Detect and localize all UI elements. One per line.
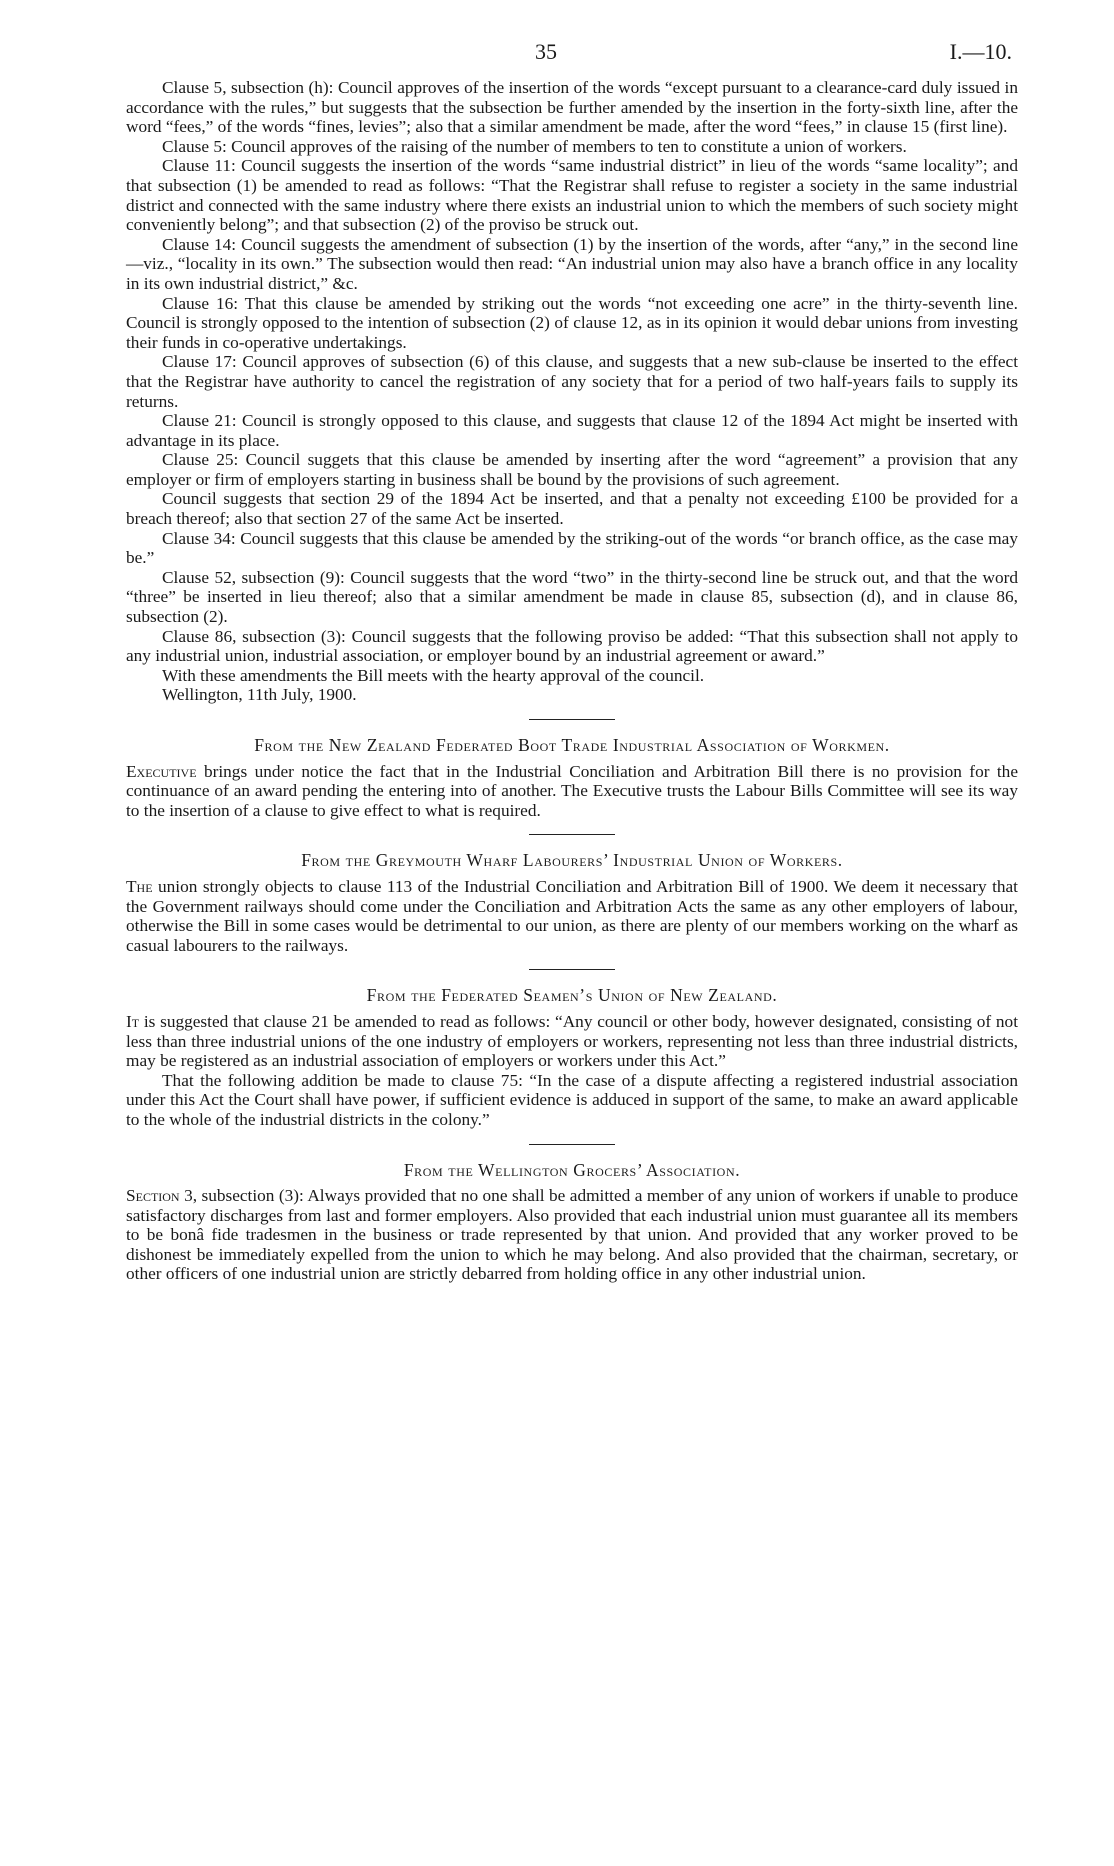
page-number: 35 [535, 39, 557, 64]
paragraph: Clause 11: Council suggests the insertion of the words “same industrial district” in lieu of the words “same locality”; and that subsection (1) be amended to read as follows: “That the Registrar shall refuse to register a society in the same industrial district and connected with the same industry where there exists an industrial union to which the members of such society might conveniently belong”; and that subsection (2) of the proviso be struck out. [126, 156, 1018, 235]
paragraph: Council suggests that section 29 of the 1894 Act be inserted, and that a penalty not exceeding £100 be provided for a breach thereof; also that section 27 of the same Act be inserted. [126, 489, 1018, 529]
page-header [126, 38, 1018, 78]
paragraph: Clause 25: Council suggets that this clause be amended by inserting after the word “agreement” a provision that any employer or firm of employers starting in business shall be bound by the provisions of such agreement. [126, 450, 1018, 489]
signoff: Wellington, 11th July, 1900. [162, 685, 357, 705]
paragraph: Clause 52, subsection (9): Council suggests that the word “two” in the thirty-second line be struck out, and that the word “three” be inserted in lieu thereof; also that a similar amendment be made in clause 85, subsection (d), and in clause 86, subsection (2). [126, 567, 1018, 627]
section-heading: From the Wellington Grocers’ Association. [403, 1159, 741, 1180]
section-heading: From the Federated Seamen’s Union of New Zealand. [366, 985, 778, 1006]
section-heading: From the Greymouth Wharf Labourers’ Industrial Union of Workers. [301, 850, 843, 871]
section-divider [529, 719, 615, 720]
section-divider [529, 969, 615, 970]
lead-word: The [126, 876, 153, 896]
paragraph: Clause 16: That this clause be amended by striking out the words “not exceeding one acre” in the thirty-seventh line. Council is strongly opposed to the intention of subsection (2) of clause 12, as in its opinion it would debar unions from investing their funds in co-operative undertakings. [126, 293, 1018, 352]
paragraph-text: 3, subsection (3): Always provided that no one shall be admitted a member of any union of workers if unable to produce satisfactory discharges from last and former employers. Also provided that each industrial union must guarantee all its members to be bonâ fide tradesmen in the business or trade represented by that union. And provided that any worker proved to be dishonest be immediately expelled from the union to which he may belong. And also provided that the chairman, secretary, or other officers of one industrial union are strictly debarred from holding office in any other industrial union. [126, 1186, 1018, 1284]
paragraph: Clause 86, subsection (3): Council suggests that the following proviso be added: “That this subsection shall not apply to any industrial union, industrial association, or employer bound by an industrial agreement or award.” [126, 626, 1018, 666]
council-submission [126, 78, 1018, 705]
paragraph: Clause 34: Council suggests that this clause be amended by the striking-out of the words “or branch office, as the case may be.” [126, 528, 1018, 568]
section-greymouth-wharf [126, 851, 1018, 955]
paragraph [126, 1012, 1018, 1071]
paragraph: Clause 5: Council approves of the raising of the number of members to ten to constitute a union of workers. [162, 136, 907, 156]
section-heading: From the New Zealand Federated Boot Trade Industrial Association of Workmen. [254, 735, 890, 755]
lead-word: It [126, 1011, 140, 1031]
section-boot-trade [126, 736, 1018, 820]
paragraph: Clause 5, subsection (h): Council approves of the insertion of the words “except pursuant to a clearance-card duly issued in accordance with the rules,” but suggests that the subsection be further amended by the insertion in the forty-sixth line, after the word “fees,” of the words “fines, levies”; also that a similar amendment be made, after the word “fees,” in clause 15 (first line). [126, 78, 1018, 137]
document-reference: I.—10. [949, 39, 1012, 64]
paragraph: That the following addition be made to clause 75: “In the case of a dispute affecting a registered industrial association under this Act the Court shall have power, if sufficient evidence is adduced in support of the same, to make an award applicable to the whole of the industrial districts in the colony.” [126, 1070, 1018, 1129]
lead-word: Executive [126, 761, 197, 781]
section-divider [529, 834, 615, 835]
lead-word: Section [126, 1186, 180, 1206]
paragraph [126, 877, 1018, 955]
paragraph [126, 762, 1018, 821]
paragraph-text: brings under notice the fact that in the Industrial Conciliation and Arbitration Bill there is no provision for the continuance of an award pending the entering into of another. The Executive trusts the Labour Bills Committee will see its way to the insertion of a clause to give effect to what is required. [126, 761, 1018, 820]
section-seamens-union [126, 986, 1018, 1129]
section-grocers-association [126, 1161, 1018, 1285]
paragraph [126, 1186, 1018, 1284]
paragraph-text: is suggested that clause 21 be amended to read as follows: “Any council or other body, however designated, consisting of not less than three industrial unions of the one industry of employers or workers, representing not less than three industrial districts, may be registered as an industrial association of employers or workers under this Act.” [126, 1011, 1018, 1071]
paragraph: Clause 21: Council is strongly opposed to this clause, and suggests that clause 12 of the 1894 Act might be inserted with advantage in its place. [126, 411, 1018, 450]
paragraph: With these amendments the Bill meets with the hearty approval of the council. [162, 665, 705, 685]
section-divider [529, 1144, 615, 1145]
paragraph: Clause 14: Council suggests the amendment of subsection (1) by the insertion of the words, after “any,” in the second line—viz., “locality in its own.” The subsection would then read: “An industrial union may also have a branch office in any locality in its own industrial district,” &c. [126, 234, 1018, 293]
paragraph-text: union strongly objects to clause 113 of the Industrial Conciliation and Arbitration Bill of 1900. We deem it necessary that the Government railways should come under the Conciliation and Arbitration Acts the same as any other employers of labour, otherwise the Bill in some cases would be detrimental to our union, as there are plenty of our members working on the wharf as casual labourers to the railways. [126, 876, 1018, 955]
paragraph: Clause 17: Council approves of subsection (6) of this clause, and suggests that a new sub-clause be inserted to the effect that the Registrar have authority to cancel the registration of any society that for a period of two half-years fails to supply its returns. [126, 352, 1018, 411]
